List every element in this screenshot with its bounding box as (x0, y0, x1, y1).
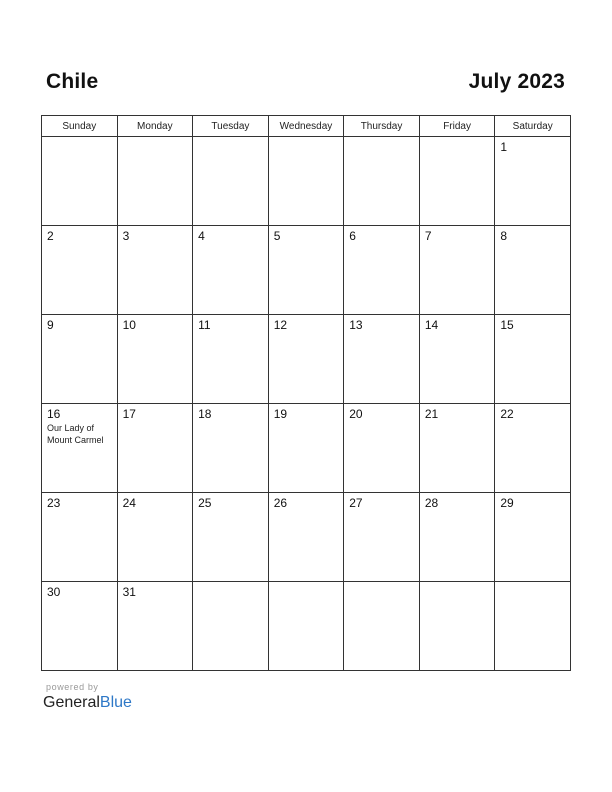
week-row (42, 404, 571, 493)
week-row (42, 315, 571, 404)
day-number: 8 (500, 229, 508, 243)
day-cell (495, 404, 571, 493)
day-cell (193, 137, 269, 226)
week-row (42, 582, 571, 671)
day-number: 30 (47, 585, 61, 599)
day-cell (344, 226, 420, 315)
day-number (420, 137, 495, 140)
day-number (193, 582, 268, 585)
day-number: 21 (424, 407, 439, 421)
day-number: 5 (273, 229, 281, 243)
day-number: 26 (273, 496, 288, 510)
day-number: 31 (122, 585, 136, 599)
day-cell (42, 137, 118, 226)
day-number: 10 (122, 318, 136, 332)
calendar-grid (41, 115, 571, 671)
day-number: 13 (349, 318, 363, 332)
day-cell (495, 315, 571, 404)
day-number (495, 582, 570, 585)
weekday-header: Tuesday (193, 116, 269, 137)
weekday-header: Sunday (42, 116, 118, 137)
day-number: 11 (198, 318, 211, 332)
day-number: 25 (198, 496, 212, 510)
day-number: 22 (500, 407, 514, 421)
day-number: 9 (47, 318, 54, 332)
day-cell (193, 404, 269, 493)
day-cell (344, 493, 420, 582)
day-number: 20 (349, 407, 363, 421)
day-cell (495, 493, 571, 582)
day-number: 18 (198, 407, 212, 421)
week-row (42, 493, 571, 582)
day-cell (495, 226, 571, 315)
day-cell (419, 226, 495, 315)
day-cell (117, 404, 193, 493)
day-number (269, 582, 344, 585)
day-number: 15 (500, 318, 514, 332)
day-cell (42, 315, 118, 404)
day-number: 2 (47, 229, 54, 243)
day-cell (117, 315, 193, 404)
day-cell (419, 582, 495, 671)
day-number: 1 (500, 140, 508, 154)
day-number: 24 (122, 496, 136, 510)
day-cell (419, 404, 495, 493)
day-number: 23 (47, 496, 61, 510)
day-cell (344, 404, 420, 493)
day-number (118, 137, 193, 140)
weekday-header: Saturday (495, 116, 571, 137)
day-cell (193, 315, 269, 404)
day-number (42, 137, 117, 140)
day-number (344, 137, 419, 140)
day-number: 28 (424, 496, 439, 510)
weekday-header: Thursday (344, 116, 420, 137)
day-number: 12 (273, 318, 288, 332)
day-cell (268, 582, 344, 671)
weekday-header: Monday (117, 116, 193, 137)
powered-by-label: powered by (46, 682, 99, 692)
brand-name-part1: General (43, 694, 100, 711)
day-number: 6 (349, 229, 356, 243)
day-number: 27 (349, 496, 363, 510)
day-cell (193, 226, 269, 315)
day-cell (495, 137, 571, 226)
day-cell (419, 493, 495, 582)
day-number (420, 582, 495, 585)
day-cell (193, 493, 269, 582)
day-cell (268, 493, 344, 582)
weekday-header: Wednesday (268, 116, 344, 137)
day-cell (419, 315, 495, 404)
day-cell (42, 404, 118, 493)
day-cell (419, 137, 495, 226)
month-year-title: July 2023 (468, 70, 565, 93)
week-row (42, 137, 571, 226)
day-cell (117, 493, 193, 582)
day-number: 17 (122, 407, 136, 421)
day-number: 4 (198, 229, 205, 243)
weekday-header-row (42, 116, 571, 137)
brand-name-part2: Blue (99, 694, 132, 711)
week-row (42, 226, 571, 315)
day-cell (344, 315, 420, 404)
day-number: 3 (122, 229, 130, 243)
holiday-label: Our Lady of Mount Carmel (47, 423, 104, 445)
brand-logo (43, 694, 132, 712)
day-number (269, 137, 344, 140)
day-number: 29 (500, 496, 514, 510)
day-cell (42, 582, 118, 671)
day-cell (268, 404, 344, 493)
day-cell (42, 226, 118, 315)
day-number: 14 (424, 318, 439, 332)
day-cell (117, 226, 193, 315)
day-number: 16 (47, 407, 61, 421)
day-number (344, 582, 419, 585)
day-number (193, 137, 268, 140)
day-cell (344, 582, 420, 671)
day-cell (268, 137, 344, 226)
day-cell (495, 582, 571, 671)
day-cell (117, 137, 193, 226)
day-cell (268, 226, 344, 315)
country-title: Chile (46, 70, 99, 93)
day-cell (42, 493, 118, 582)
day-cell (268, 315, 344, 404)
day-number: 7 (424, 229, 432, 243)
day-cell (117, 582, 193, 671)
day-cell (193, 582, 269, 671)
day-number: 19 (273, 407, 288, 421)
day-cell (344, 137, 420, 226)
weekday-header: Friday (419, 116, 495, 137)
